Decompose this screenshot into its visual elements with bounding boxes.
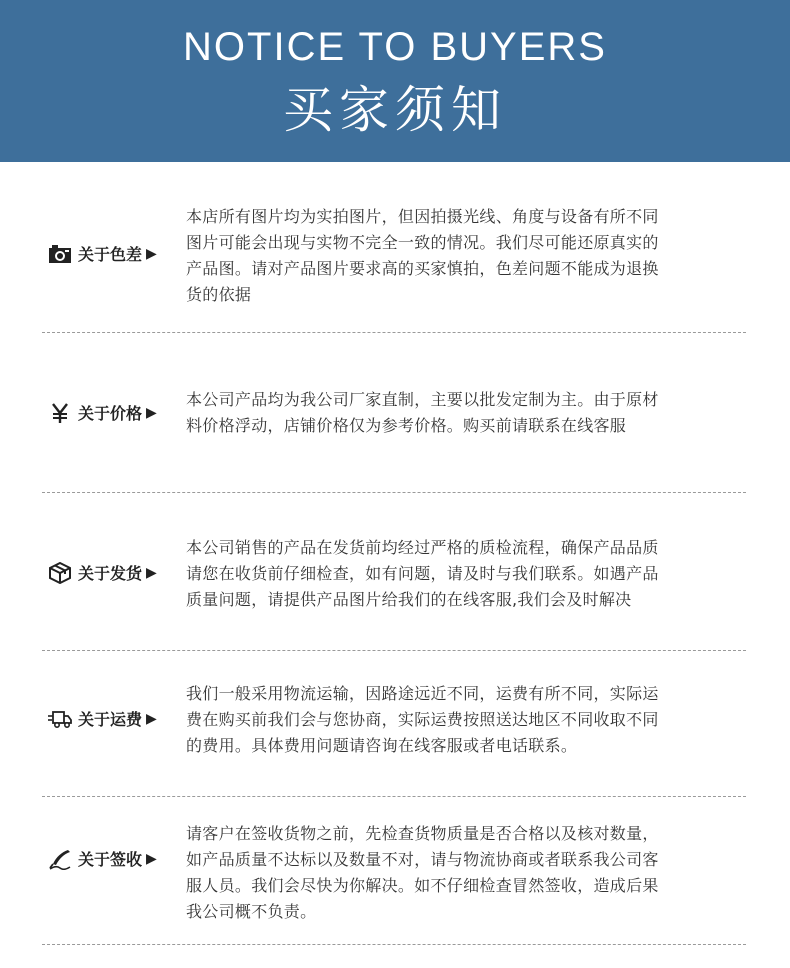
body-line: 服人员。我们会尽快为你解决。如不仔细检查冒然签收，造成后果 [186, 876, 659, 895]
yen-icon [48, 402, 72, 424]
section-body [186, 387, 746, 439]
header-banner [0, 0, 790, 162]
camera-icon [48, 243, 72, 265]
body-line: 请客户在签收货物之前，先检查货物质量是否合格以及核对数量， [186, 824, 659, 843]
section-body [186, 821, 746, 925]
section-label-text: 关于签收 [78, 850, 143, 869]
body-line: 费在购买前我们会与您协商，实际运费按照送达地区不同收取不同 [186, 710, 659, 729]
body-line: 本公司销售的产品在发货前均经过严格的质检流程，确保产品品质 [186, 538, 659, 557]
body-line: 质量问题，请提供产品图片给我们的在线客服,我们会及时解决 [186, 590, 632, 609]
section-label-text: 关于运费 [78, 710, 143, 729]
section-label [48, 401, 157, 424]
arrow-right-icon: ▶ [146, 564, 157, 581]
body-line: 产品图。请对产品图片要求高的买家慎拍，色差问题不能成为退换 [186, 259, 659, 278]
section-label-text: 关于色差 [78, 245, 143, 264]
truck-icon [48, 708, 72, 730]
section-body [186, 535, 746, 613]
body-line: 请您在收货前仔细检查，如有问题，请及时与我们联系。如遇产品 [186, 564, 659, 583]
section-body [186, 204, 746, 308]
arrow-right-icon: ▶ [146, 245, 157, 262]
section-label [48, 707, 157, 730]
divider [42, 796, 746, 797]
section-label-text: 关于价格 [78, 404, 143, 423]
package-icon [48, 562, 72, 584]
body-line: 如产品质量不达标以及数量不对，请与物流协商或者联系我公司客 [186, 850, 659, 869]
body-line: 本店所有图片均为实拍图片，但因拍摄光线、角度与设备有所不同 [186, 207, 659, 226]
section-label-text: 关于发货 [78, 564, 143, 583]
pen-icon [48, 848, 72, 870]
divider [42, 492, 746, 493]
section-label [48, 561, 157, 584]
divider [42, 650, 746, 651]
section-body [186, 681, 746, 759]
divider [42, 332, 746, 333]
body-line: 料价格浮动，店铺价格仅为参考价格。购买前请联系在线客服 [186, 416, 627, 435]
body-line: 图片可能会出现与实物不完全一致的情况。我们尽可能还原真实的 [186, 233, 659, 252]
arrow-right-icon: ▶ [146, 710, 157, 727]
title-english: NOTICE TO BUYERS [183, 25, 607, 69]
arrow-right-icon: ▶ [146, 404, 157, 421]
body-line: 我们一般采用物流运输，因路途远近不同，运费有所不同，实际运 [186, 684, 659, 703]
body-line: 我公司概不负责。 [186, 902, 317, 921]
arrow-right-icon: ▶ [146, 850, 157, 867]
body-line: 本公司产品均为我公司厂家直制，主要以批发定制为主。由于原材 [186, 390, 659, 409]
body-line: 货的依据 [186, 285, 252, 304]
title-chinese: 买家须知 [283, 81, 507, 139]
section-label [48, 847, 157, 870]
body-line: 的费用。具体费用问题请咨询在线客服或者电话联系。 [186, 736, 578, 755]
divider [42, 944, 746, 945]
section-label [48, 242, 157, 265]
